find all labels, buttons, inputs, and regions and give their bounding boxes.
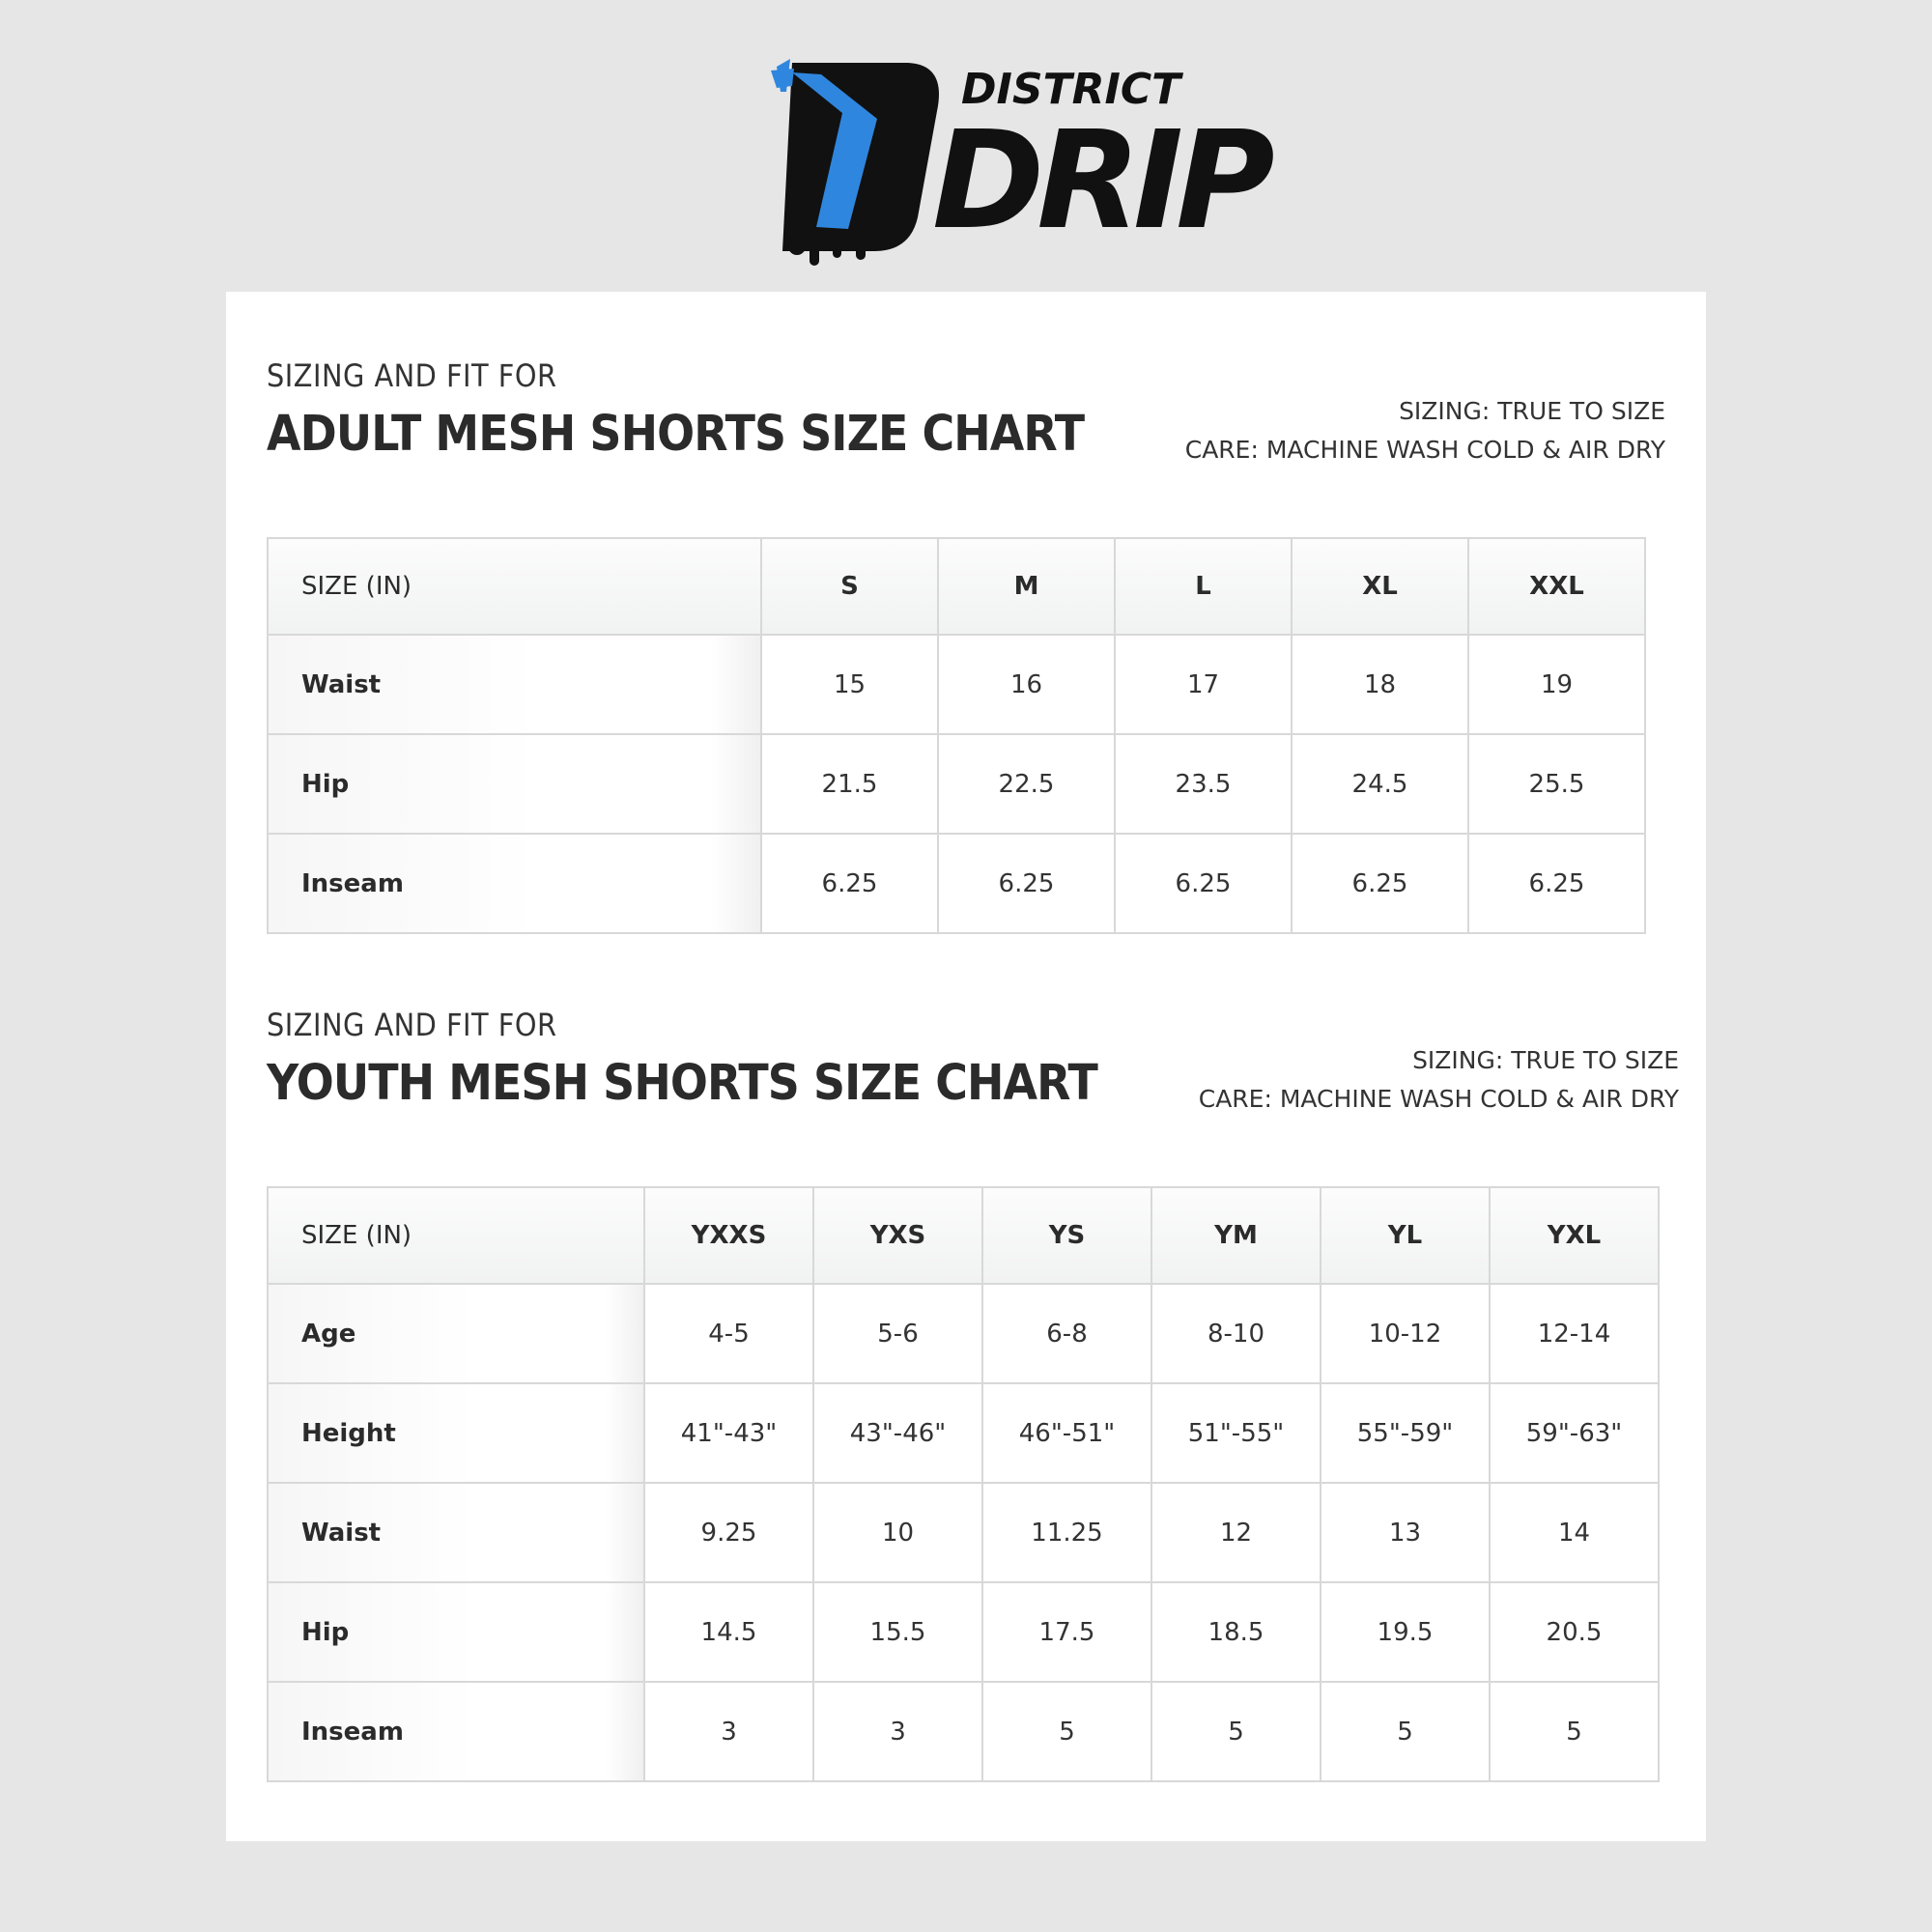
adult-size-column-header: M bbox=[938, 538, 1115, 635]
size-chart-panel bbox=[226, 292, 1706, 1841]
table-cell: 24.5 bbox=[1292, 734, 1468, 834]
table-cell: 10 bbox=[813, 1483, 982, 1582]
table-cell: 18.5 bbox=[1151, 1582, 1321, 1682]
table-cell: 5 bbox=[1151, 1682, 1321, 1781]
youth-header-label: SIZE (IN) bbox=[268, 1187, 644, 1284]
youth-size-column-header: YS bbox=[982, 1187, 1151, 1284]
table-cell: 12 bbox=[1151, 1483, 1321, 1582]
adult-section bbox=[267, 357, 1665, 898]
table-row bbox=[268, 1284, 1659, 1383]
table-cell: 13 bbox=[1321, 1483, 1490, 1582]
adult-sizing-note: SIZING: TRUE TO SIZE bbox=[1399, 397, 1665, 425]
youth-header-row bbox=[268, 1187, 1659, 1284]
youth-info bbox=[1199, 1041, 1679, 1119]
row-label: Age bbox=[268, 1284, 644, 1383]
table-cell: 19 bbox=[1468, 635, 1645, 734]
logo-top-text: DISTRICT bbox=[961, 65, 1181, 114]
table-cell: 16 bbox=[938, 635, 1115, 734]
table-cell: 21.5 bbox=[761, 734, 938, 834]
table-cell: 8-10 bbox=[1151, 1284, 1321, 1383]
table-cell: 6.25 bbox=[1115, 834, 1292, 933]
table-cell: 23.5 bbox=[1115, 734, 1292, 834]
adult-title: ADULT MESH SHORTS SIZE CHART bbox=[267, 406, 1085, 463]
youth-size-column-header: YXXS bbox=[644, 1187, 813, 1284]
table-cell: 6.25 bbox=[1468, 834, 1645, 933]
table-row bbox=[268, 1383, 1659, 1483]
adult-eyebrow: SIZING AND FIT FOR bbox=[267, 357, 557, 394]
adult-care-note: CARE: MACHINE WASH COLD & AIR DRY bbox=[1184, 436, 1665, 464]
row-label: Hip bbox=[268, 734, 761, 834]
table-cell: 59"-63" bbox=[1490, 1383, 1659, 1483]
district-drip-logo bbox=[763, 53, 1267, 261]
table-cell: 9.25 bbox=[644, 1483, 813, 1582]
adult-header-label: SIZE (IN) bbox=[268, 538, 761, 635]
table-cell: 4-5 bbox=[644, 1284, 813, 1383]
table-cell: 20.5 bbox=[1490, 1582, 1659, 1682]
table-row bbox=[268, 1682, 1659, 1781]
table-cell: 3 bbox=[813, 1682, 982, 1781]
table-cell: 43"-46" bbox=[813, 1383, 982, 1483]
youth-eyebrow: SIZING AND FIT FOR bbox=[267, 1007, 557, 1043]
table-cell: 46"-51" bbox=[982, 1383, 1151, 1483]
adult-info bbox=[1185, 392, 1665, 469]
table-row bbox=[268, 734, 1645, 834]
row-label: Waist bbox=[268, 635, 761, 734]
youth-size-column-header: YM bbox=[1151, 1187, 1321, 1284]
table-cell: 6-8 bbox=[982, 1284, 1151, 1383]
table-cell: 5 bbox=[1321, 1682, 1490, 1781]
table-cell: 41"-43" bbox=[644, 1383, 813, 1483]
adult-size-table bbox=[267, 537, 1646, 934]
youth-size-column-header: YL bbox=[1321, 1187, 1490, 1284]
youth-size-column-header: YXS bbox=[813, 1187, 982, 1284]
table-cell: 17.5 bbox=[982, 1582, 1151, 1682]
table-cell: 12-14 bbox=[1490, 1284, 1659, 1383]
table-cell: 6.25 bbox=[761, 834, 938, 933]
youth-size-column-header: YXL bbox=[1490, 1187, 1659, 1284]
table-row bbox=[268, 635, 1645, 734]
table-cell: 10-12 bbox=[1321, 1284, 1490, 1383]
table-cell: 3 bbox=[644, 1682, 813, 1781]
table-row bbox=[268, 1483, 1659, 1582]
adult-header-row bbox=[268, 538, 1645, 635]
youth-care-note: CARE: MACHINE WASH COLD & AIR DRY bbox=[1198, 1085, 1679, 1113]
adult-size-column-header: L bbox=[1115, 538, 1292, 635]
youth-sizing-note: SIZING: TRUE TO SIZE bbox=[1412, 1046, 1679, 1074]
adult-size-column-header: XXL bbox=[1468, 538, 1645, 635]
logo-graphic bbox=[763, 53, 1267, 261]
table-cell: 22.5 bbox=[938, 734, 1115, 834]
table-cell: 11.25 bbox=[982, 1483, 1151, 1582]
table-cell: 14 bbox=[1490, 1483, 1659, 1582]
table-cell: 6.25 bbox=[938, 834, 1115, 933]
row-label: Inseam bbox=[268, 834, 761, 933]
youth-title: YOUTH MESH SHORTS SIZE CHART bbox=[267, 1055, 1097, 1112]
table-cell: 14.5 bbox=[644, 1582, 813, 1682]
logo-main-text: DRIP bbox=[932, 102, 1267, 260]
table-cell: 5 bbox=[1490, 1682, 1659, 1781]
table-cell: 51"-55" bbox=[1151, 1383, 1321, 1483]
row-label: Inseam bbox=[268, 1682, 644, 1781]
row-label: Hip bbox=[268, 1582, 644, 1682]
youth-section bbox=[267, 1007, 1679, 1799]
row-label: Height bbox=[268, 1383, 644, 1483]
table-cell: 17 bbox=[1115, 635, 1292, 734]
table-cell: 6.25 bbox=[1292, 834, 1468, 933]
table-cell: 55"-59" bbox=[1321, 1383, 1490, 1483]
table-cell: 15 bbox=[761, 635, 938, 734]
row-label: Waist bbox=[268, 1483, 644, 1582]
adult-size-column-header: XL bbox=[1292, 538, 1468, 635]
youth-size-table bbox=[267, 1186, 1660, 1782]
table-cell: 15.5 bbox=[813, 1582, 982, 1682]
table-cell: 19.5 bbox=[1321, 1582, 1490, 1682]
table-cell: 5 bbox=[982, 1682, 1151, 1781]
table-cell: 5-6 bbox=[813, 1284, 982, 1383]
table-cell: 18 bbox=[1292, 635, 1468, 734]
table-row bbox=[268, 834, 1645, 933]
table-cell: 25.5 bbox=[1468, 734, 1645, 834]
adult-size-column-header: S bbox=[761, 538, 938, 635]
table-row bbox=[268, 1582, 1659, 1682]
